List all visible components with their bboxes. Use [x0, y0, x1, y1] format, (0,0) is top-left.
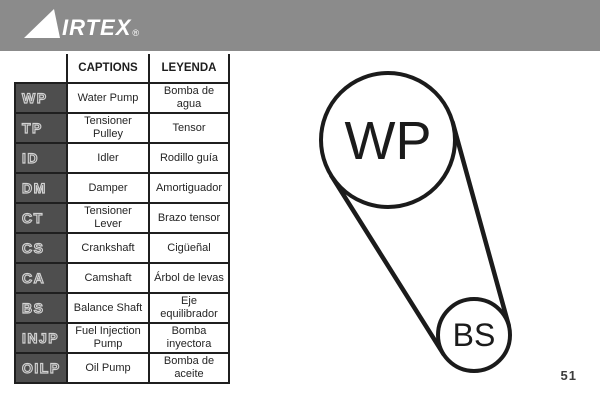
- leyenda-cell: Bomba inyectora: [149, 323, 229, 353]
- abbr-label: CS: [22, 239, 45, 256]
- caption-cell: Balance Shaft: [67, 293, 149, 323]
- wp-pulley-label: WP: [344, 111, 432, 171]
- abbr-label: OILP: [22, 359, 61, 376]
- leyenda-cell: Bomba de aceite: [149, 353, 229, 383]
- abbr-label: DM: [22, 179, 47, 196]
- leyenda-cell: Brazo tensor: [149, 203, 229, 233]
- leyenda-cell: Cigüeñal: [149, 233, 229, 263]
- abbr-label: ID: [22, 149, 39, 166]
- caption-cell: Tensioner Pulley: [67, 113, 149, 143]
- abbr-label: WP: [22, 89, 48, 106]
- caption-cell: Water Pump: [67, 83, 149, 113]
- abbr-label: TP: [22, 119, 43, 136]
- logo-wordmark-rest: IRTEX: [62, 15, 132, 40]
- page-number: 51: [560, 368, 577, 383]
- leyenda-cell: Eje equilibrador: [149, 293, 229, 323]
- registered-trademark-icon: ®: [132, 28, 140, 38]
- captions-column-header: CAPTIONS: [67, 54, 149, 83]
- leyenda-cell: Amortiguador: [149, 173, 229, 203]
- caption-cell: Fuel Injection Pump: [67, 323, 149, 353]
- abbr-label: CA: [22, 269, 46, 286]
- caption-cell: Oil Pump: [67, 353, 149, 383]
- caption-cell: Damper: [67, 173, 149, 203]
- leyenda-column-header: LEYENDA: [149, 54, 229, 83]
- abbr-label: BS: [22, 299, 45, 316]
- leyenda-cell: Bomba de agua: [149, 83, 229, 113]
- leyenda-cell: Tensor: [149, 113, 229, 143]
- belt-line-right: [453, 122, 509, 325]
- caption-cell: Crankshaft: [67, 233, 149, 263]
- abbr-label: CT: [22, 209, 44, 226]
- caption-cell: Camshaft: [67, 263, 149, 293]
- caption-cell: Tensioner Lever: [67, 203, 149, 233]
- leyenda-cell: Árbol de levas: [149, 263, 229, 293]
- abbr-label: INJP: [22, 329, 60, 346]
- caption-cell: Idler: [67, 143, 149, 173]
- bs-pulley-label: BS: [452, 317, 496, 353]
- leyenda-cell: Rodillo guía: [149, 143, 229, 173]
